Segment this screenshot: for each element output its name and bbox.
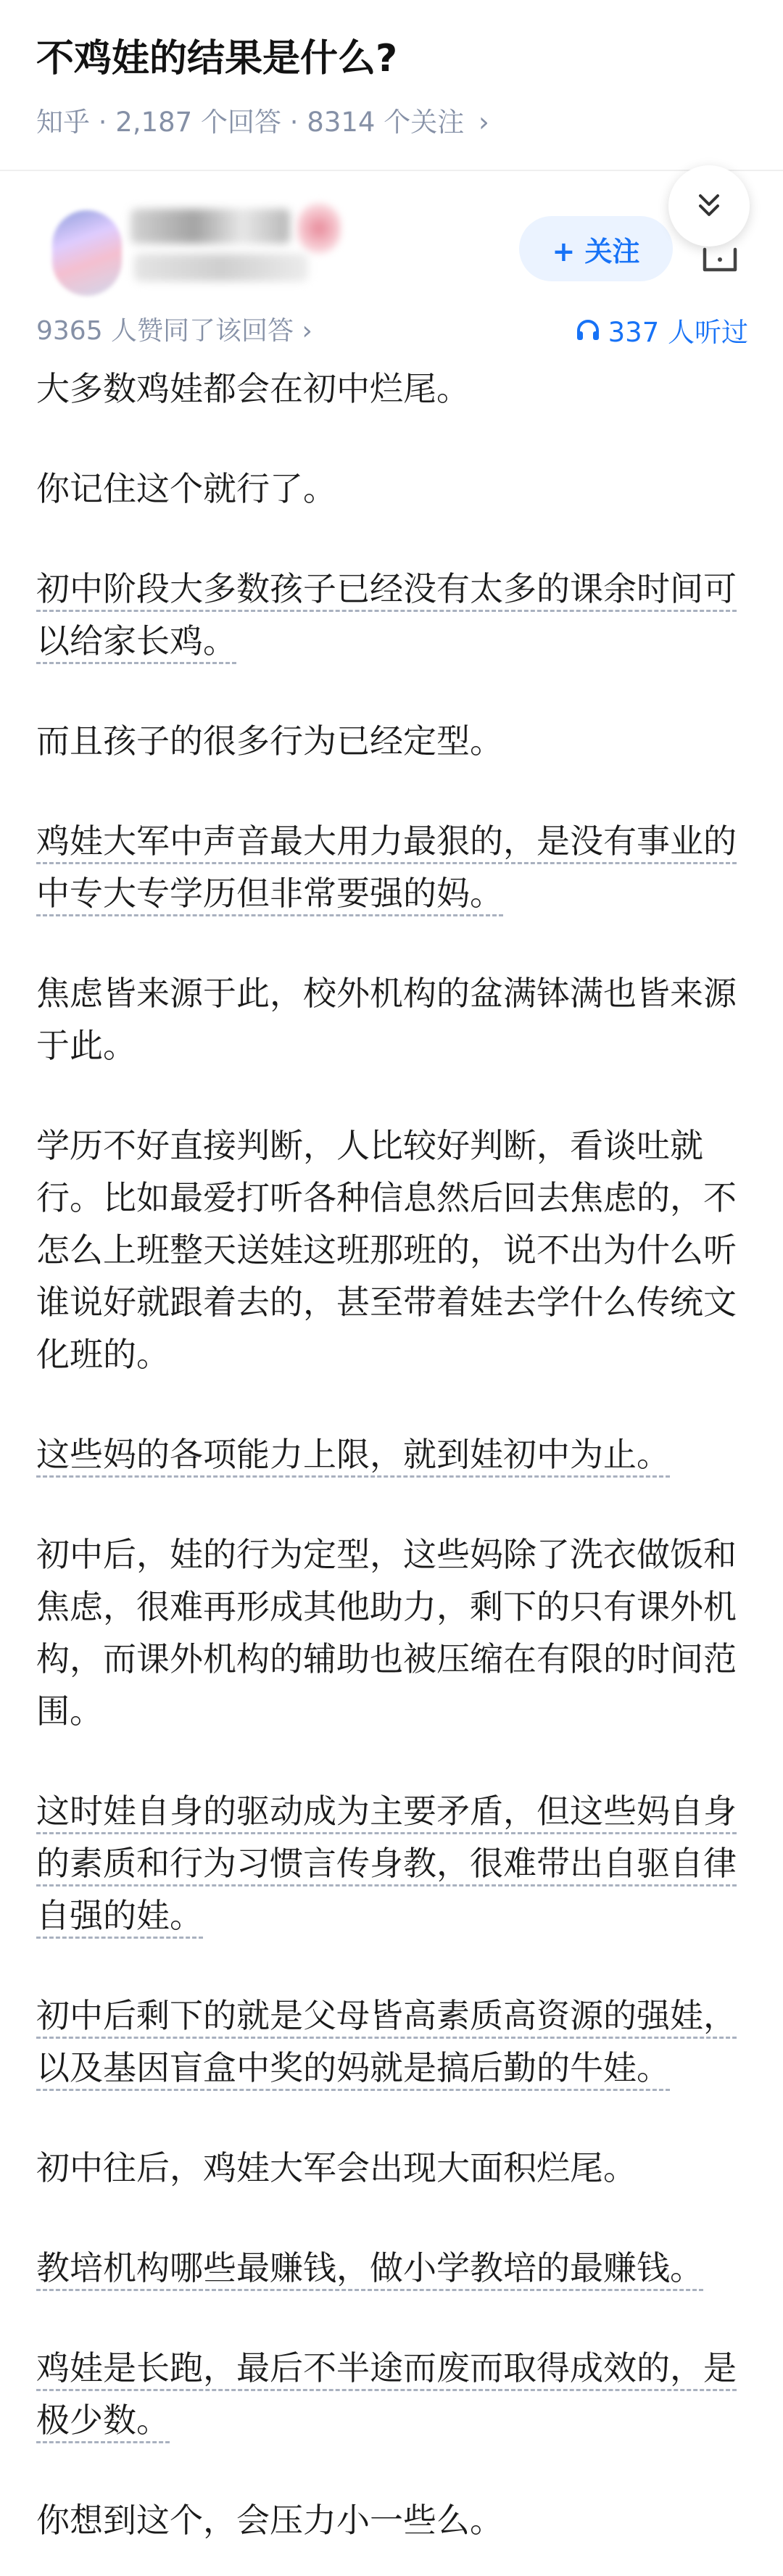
highlighted-sentence[interactable]: 鸡娃是长跑，最后不半途而废而取得成效的，是极少数。 <box>36 2348 737 2443</box>
highlighted-sentence[interactable]: 鸡娃大军中声音最大用力最狠的，是没有事业的中专大专学历但非常要强的妈。 <box>36 821 737 916</box>
question-header <box>0 0 783 170</box>
answer-paragraph <box>36 1989 750 2094</box>
answer-paragraph: 而且孩子的很多行为已经定型。 <box>36 721 503 761</box>
answer-paragraph <box>36 563 750 667</box>
answer-paragraph <box>36 2342 750 2446</box>
answer-paragraph: 学历不好直接判断，人比较好判断，看谈吐就行。比如最爱打听各种信息然后回去焦虑的，不怎么上班整天送娃这班那班的，说不出为什么听谁说好就跟着去的，甚至带着娃去学什么传统文化班的。 <box>36 1126 737 1374</box>
author-bio-blurred <box>134 254 308 281</box>
highlighted-sentence[interactable]: 这时娃自身的驱动成为主要矛盾，但这些妈自身的素质和行为习惯言传身教，很难带出自驱自律自强的娃。 <box>36 1792 737 1939</box>
highlighted-sentence[interactable]: 这些妈的各项能力上限，就到娃初中为止。 <box>36 1435 670 1478</box>
answer-stats <box>0 310 783 354</box>
answer-paragraph: 焦虑皆来源于此，校外机构的盆满钵满也皆来源于此。 <box>36 974 737 1065</box>
question-meta[interactable]: 知乎 · 2,187 个回答 · 8314 个关注 › <box>36 107 489 138</box>
question-title[interactable]: 不鸡娃的结果是什么? <box>36 37 398 80</box>
answer-paragraph <box>36 815 750 919</box>
follow-label: + 关注 <box>552 235 640 268</box>
listen-count: 337 人听过 <box>608 317 748 348</box>
header-divider <box>0 170 783 171</box>
highlighted-sentence[interactable]: 初中阶段大多数孩子已经没有太多的课余时间可以给家长鸡。 <box>36 569 737 664</box>
author-row <box>0 196 783 305</box>
chevron-double-down-icon <box>693 190 725 222</box>
chevron-right-icon: › <box>478 107 489 138</box>
listen-button[interactable] <box>575 310 748 349</box>
follower-count: 8314 个关注 <box>307 107 465 138</box>
author-badge-blurred <box>297 203 341 254</box>
answer-paragraph: 大多数鸡娃都会在初中烂尾。 <box>36 369 470 408</box>
author-name-blurred[interactable] <box>130 209 290 244</box>
answer-paragraph: 初中后，娃的行为定型，这些妈除了洗衣做饭和焦虑，很难再形成其他助力，剩下的只有课外机构，而课外机构的辅助也被压缩在有限的时间范围。 <box>36 1535 737 1731</box>
answer-count: 2,187 个回答 <box>115 107 281 138</box>
highlighted-sentence[interactable]: 教培机构哪些最赚钱，做小学教培的最赚钱。 <box>36 2248 703 2291</box>
answer-paragraph: 初中往后，鸡娃大军会出现大面积烂尾。 <box>36 2148 637 2187</box>
answer-body <box>36 363 750 2546</box>
avatar[interactable] <box>52 210 122 296</box>
answer-paragraph <box>36 2242 750 2294</box>
follow-button[interactable] <box>519 216 673 281</box>
likes-count[interactable]: 9365 人赞同了该回答 › <box>36 316 312 346</box>
source-label: 知乎 <box>36 107 90 138</box>
answer-paragraph <box>36 1428 750 1480</box>
answer-paragraph: 你想到这个，会压力小一些么。 <box>36 2501 503 2540</box>
answer-paragraph: 你记住这个就行了。 <box>36 469 336 508</box>
headphones-icon <box>575 317 601 343</box>
answer-paragraph <box>36 1785 750 1942</box>
highlighted-sentence[interactable]: 初中后剩下的就是父母皆高素质高资源的强娃，以及基因盲盒中奖的妈就是搞后勤的牛娃。 <box>36 1996 737 2091</box>
collapse-button[interactable] <box>668 165 750 247</box>
